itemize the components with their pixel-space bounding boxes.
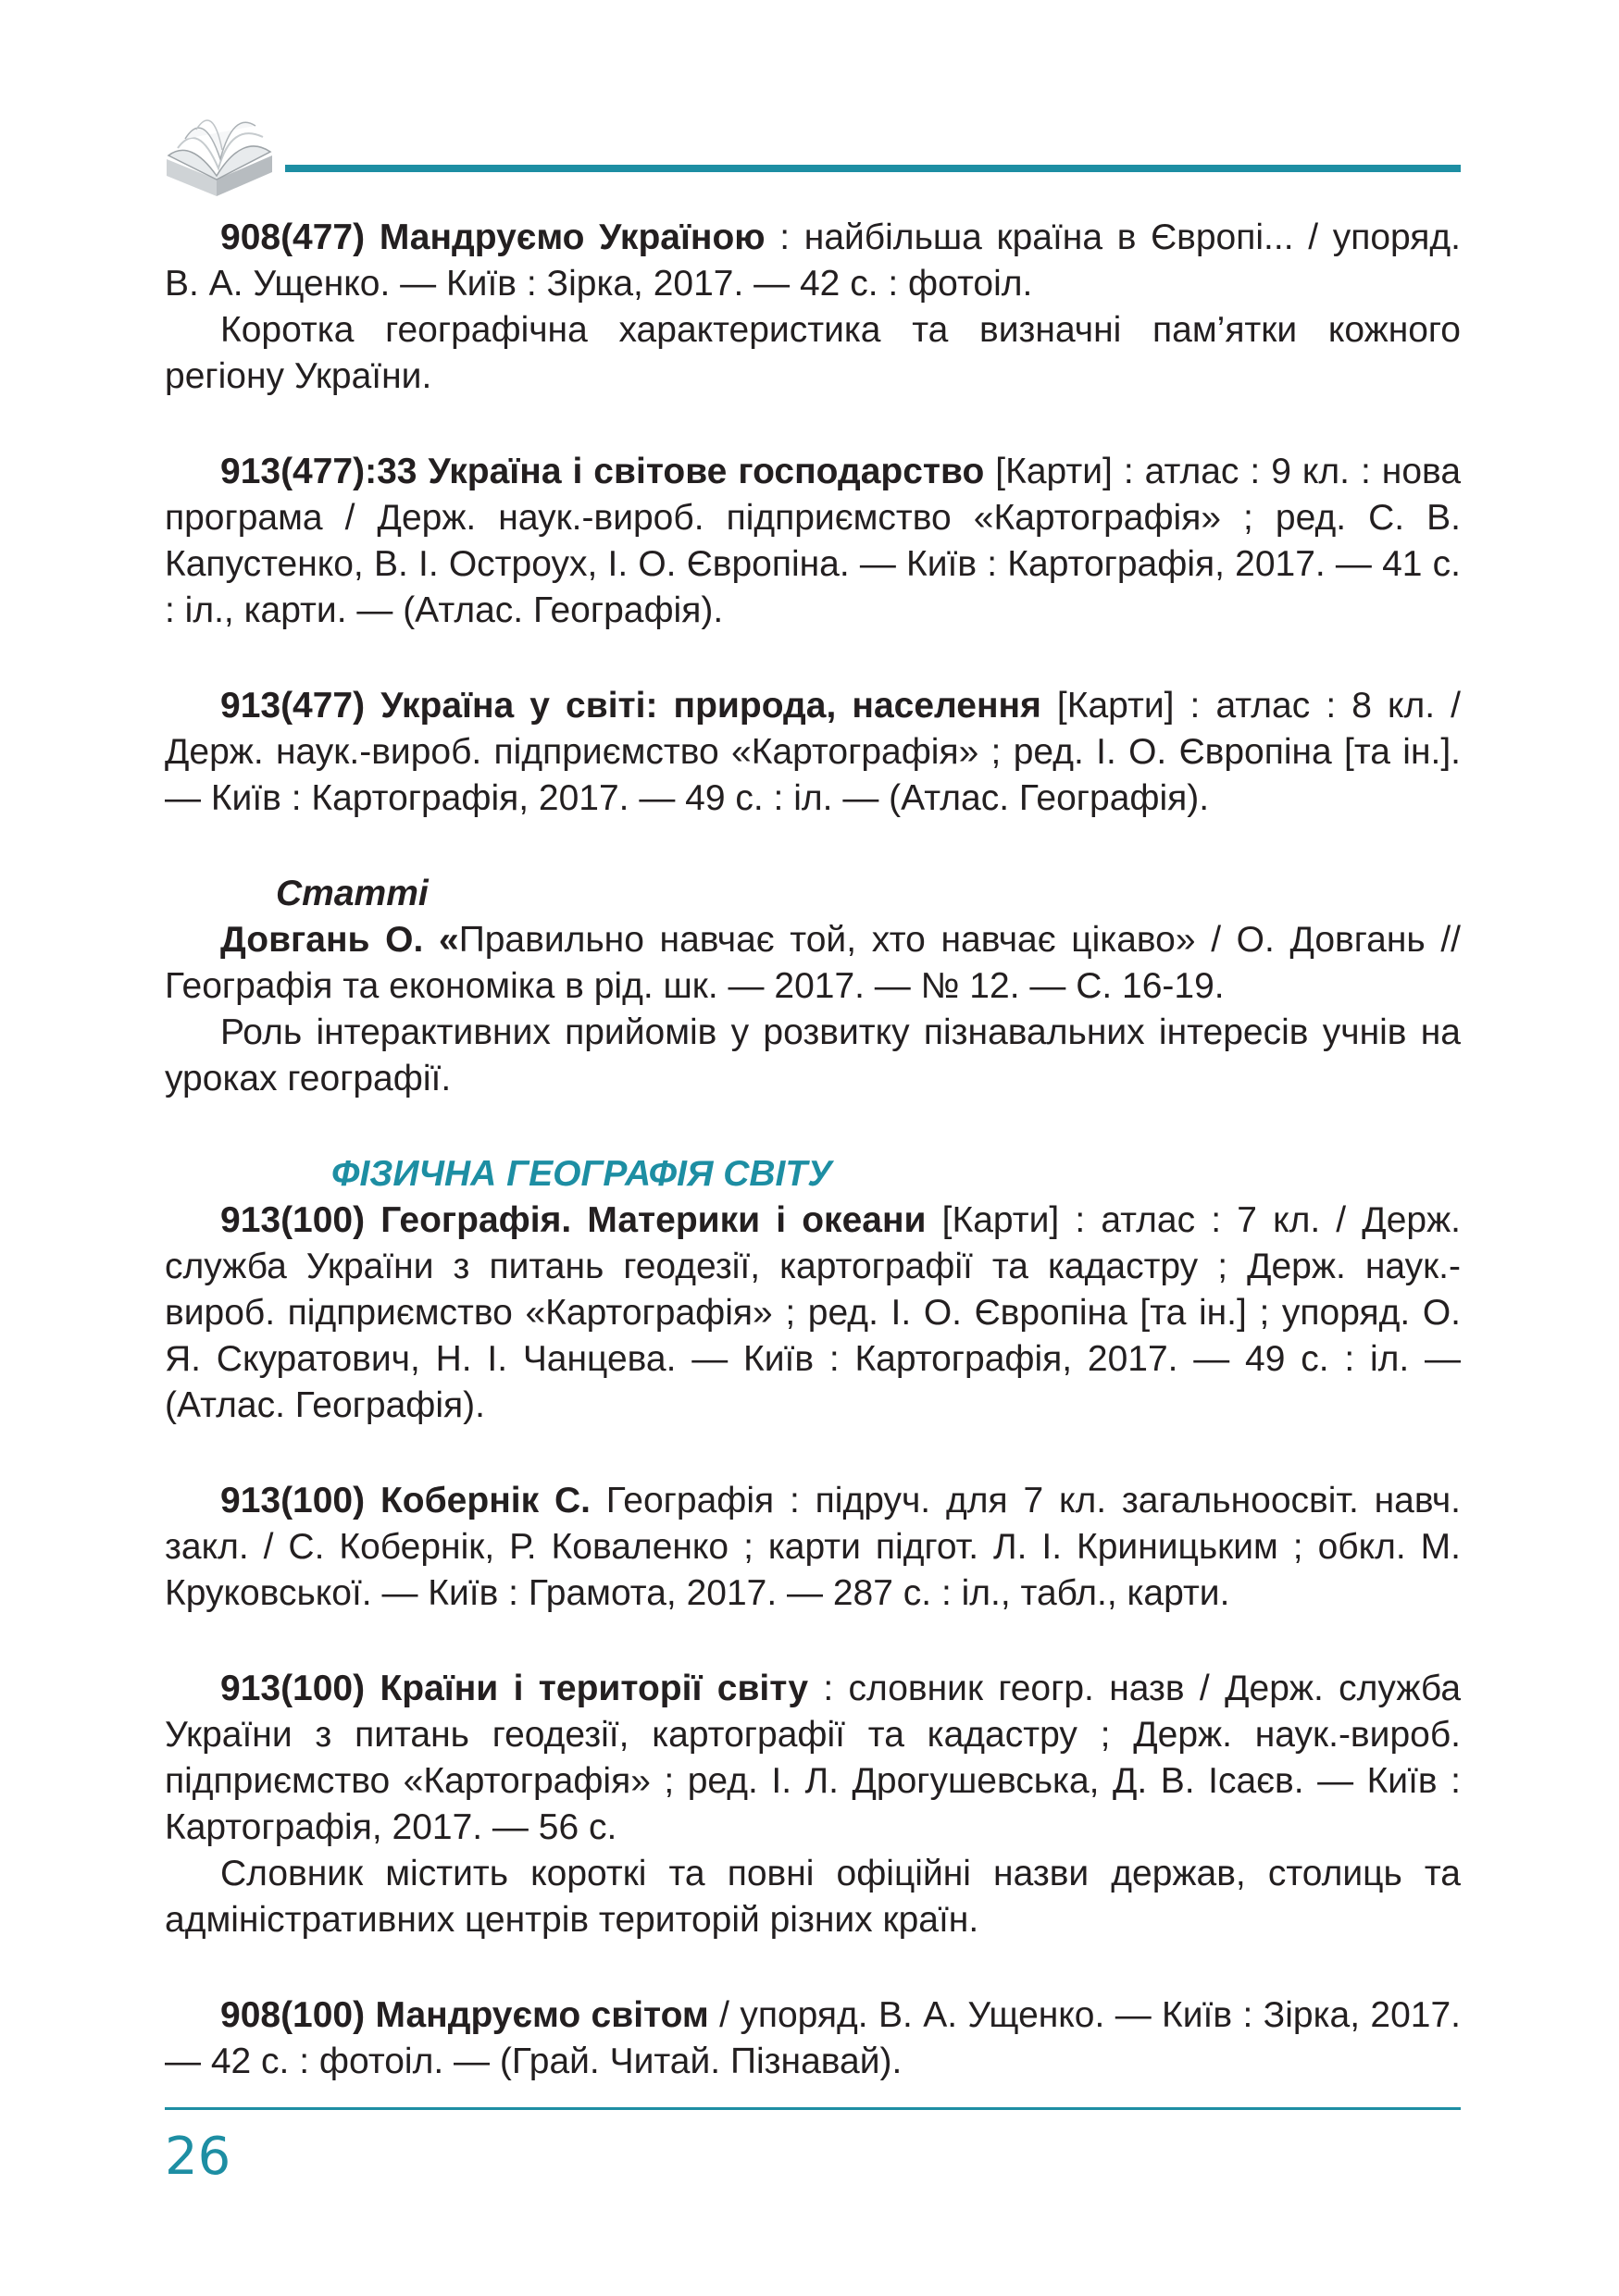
entry-code: 913(100) <box>220 1669 366 1708</box>
entry-annotation: Словник містить короткі та повні офіційні назви держав, столиць та адміністративних центрів територій різних країн. <box>165 1854 1461 1940</box>
section <box>165 1151 1461 1429</box>
entry-title: Географія. Материки і океани <box>380 1200 927 1240</box>
bib-entry <box>165 1666 1461 1943</box>
entry-heading <box>220 1995 709 2035</box>
entry-code: 913(100) <box>220 1481 366 1520</box>
articles-block <box>165 871 1461 1102</box>
article-annotation: Роль інтерактивних прийомів у розвитку пізнавальних інтересів учнів на уроках географії. <box>165 1012 1461 1098</box>
bib-entry <box>165 683 1461 822</box>
entry-code: 908(477) <box>220 217 366 257</box>
articles-heading: Статті <box>276 874 429 913</box>
entry-details: [Карти] : атлас : 8 кл. / Держ. наук.-вироб. підприємство «Картографія» ; ред. І. О. Європіна [та ін.]. — Київ : Картографія, 2017. — 49 с. : іл. — (Атлас. Географія). <box>165 686 1461 818</box>
page-content <box>165 215 1461 2134</box>
entry-code: 908(100) <box>220 1995 366 2035</box>
bib-entry <box>165 1992 1461 2085</box>
page-number: 26 <box>165 2127 231 2187</box>
bib-entry <box>165 449 1461 634</box>
footer-rule <box>165 2107 1461 2110</box>
entry-title: Мандруємо світом <box>375 1995 709 2035</box>
entry-title: Україна у світі: природа, населення <box>380 686 1041 726</box>
entry-heading <box>220 217 766 257</box>
entry-code: 913(477) <box>220 686 366 726</box>
entry-details: / упоряд. В. А. Ущенко. — Київ : Зірка, 2017. — 42 с. : фотоіл. — (Грай. Читай. Пізнавай). <box>165 1995 1461 2081</box>
section-title: ФІЗИЧНА ГЕОГРАФІЯ СВІТУ <box>331 1154 832 1194</box>
entry-heading <box>220 1669 808 1708</box>
entry-annotation: Коротка географічна характеристика та визначні пам’ятки кожного регіону України. <box>165 310 1461 396</box>
entry-title: Кобернік С. <box>380 1481 591 1520</box>
entry-details: : словник геогр. назв / Держ. служба України з питань геодезії, картографії та кадастру ; Держ. наук.-вироб. підприємство «Картографія» ; ред. І. Л. Дрогушевська, Д. В. Ісаєв. — Київ : Картографія, 2017. — 56 с. <box>165 1669 1462 1847</box>
open-book-icon <box>159 102 280 204</box>
entry-heading <box>220 1481 591 1520</box>
article-author: Довгань О. « <box>220 920 459 960</box>
article-details: Правильно навчає той, хто навчає цікаво» / О. Довгань // Географія та економіка в рід. шк. — 2017. — № 12. — С. 16-19. <box>165 920 1461 1006</box>
bib-entry <box>165 215 1461 400</box>
entry-title: Мандруємо Україною <box>379 217 766 257</box>
entry-title: Країни і території світу <box>380 1669 809 1708</box>
bib-entry <box>165 1478 1461 1617</box>
entry-details: Географія : підруч. для 7 кл. загальноосвіт. навч. закл. / С. Кобернік, Р. Коваленко ; карти підгот. Л. І. Криницьким ; обкл. М. Круковської. — Київ : Грамота, 2017. — 287 с. : іл., табл., карти. <box>165 1481 1461 1613</box>
entry-details: [Карти] : атлас : 7 кл. / Держ. служба України з питань геодезії, картографії та кадастру ; Держ. наук.-вироб. підприємство «Картографія» ; ред. І. О. Європіна [та ін.] ; упоряд. О. Я. Скуратович, Н. І. Чанцева. — Київ : Картографія, 2017. — 49 с. : іл. — (Атлас. Географія). <box>165 1200 1462 1425</box>
entry-details: [Карти] : атлас : 9 кл. : нова програма / Держ. наук.-вироб. підприємство «Картографія» ; ред. С. В. Капустенко, В. І. Остроух, І. О. Європіна. — Київ : Картографія, 2017. — 41 с. : іл., карти. — (Атлас. Географія). <box>165 452 1462 630</box>
entry-code: 913(477):33 <box>220 452 417 491</box>
entry-heading <box>220 452 984 491</box>
header-rule <box>285 165 1461 172</box>
entry-title: Україна і світове господарство <box>428 452 985 491</box>
entry-heading <box>220 686 1041 726</box>
entry-details: : найбільша країна в Європі... / упоряд. В. А. Ущенко. — Київ : Зірка, 2017. — 42 с. : фотоіл. <box>165 217 1461 304</box>
entry-heading <box>220 1200 927 1240</box>
entry-code: 913(100) <box>220 1200 366 1240</box>
